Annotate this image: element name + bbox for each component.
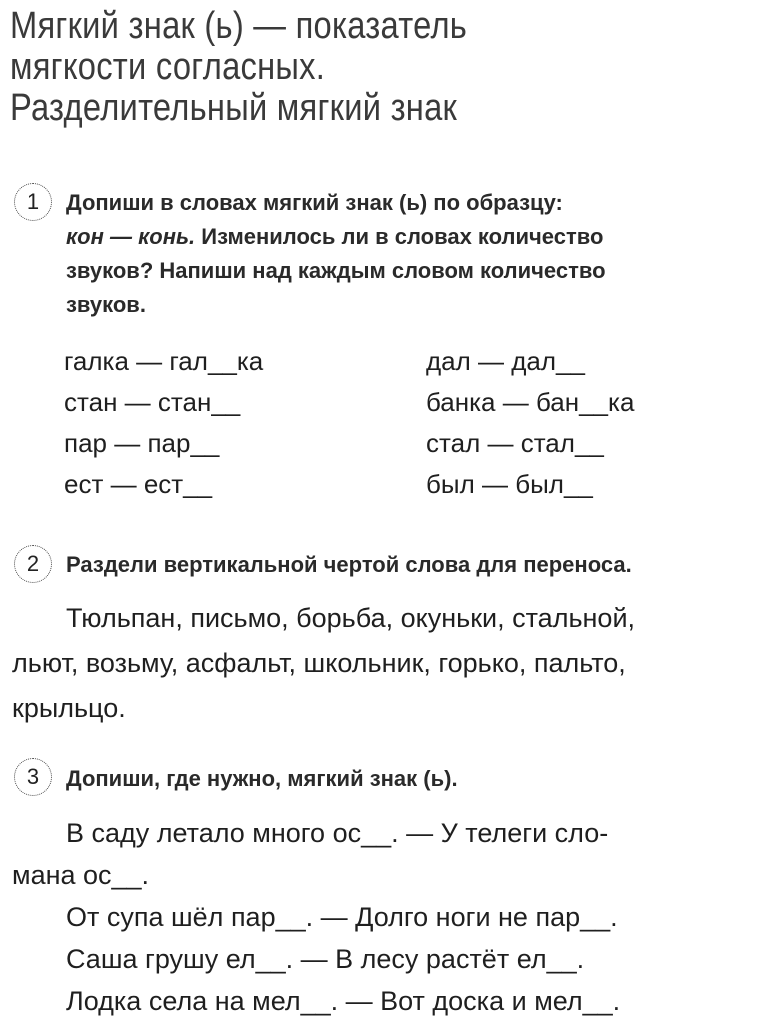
exercise-1-example: кон — конь. bbox=[66, 224, 196, 249]
word-pair-right: дал — дал__ bbox=[426, 346, 585, 376]
exercise-1-line-4: звуков. bbox=[66, 292, 146, 317]
exercise-2-line: льют, возьму, асфальт, школьник, горько, пальто, bbox=[12, 648, 626, 678]
exercise-3-line: Саша грушу ел__. — В лесу растёт ел__. bbox=[66, 944, 585, 974]
exercise-2-line: Тюльпан, письмо, борьба, окуньки, стальной, bbox=[66, 603, 636, 633]
exercise-2-number-badge: 2 bbox=[14, 545, 52, 583]
exercise-1-instruction bbox=[66, 186, 766, 322]
word-pair-row bbox=[64, 343, 754, 384]
exercise-1-line-3: звуков? Напиши над каждым словом количество bbox=[66, 258, 606, 283]
title-line-2: мягкости согласных. bbox=[10, 46, 326, 88]
exercise-3-sentences bbox=[12, 812, 620, 1022]
page-title bbox=[10, 6, 655, 129]
word-pair-left: ест — ест__ bbox=[64, 469, 213, 499]
exercise-1-number-badge: 1 bbox=[14, 183, 52, 221]
exercise-3-line: Лодка села на мел__. — Вот доска и мел__. bbox=[66, 986, 621, 1016]
word-pair-row bbox=[64, 384, 754, 425]
exercise-3-line: От супа шёл пар__. — Долго ноги не пар__. bbox=[66, 902, 618, 932]
exercise-3-instruction: Допиши, где нужно, мягкий знак (ь). bbox=[66, 766, 458, 791]
exercise-2-line: крыльцо. bbox=[12, 693, 126, 723]
word-pair-right: был — был__ bbox=[426, 469, 593, 499]
exercise-3-line: В саду летало много ос__. — У телеги сло- bbox=[66, 818, 609, 848]
word-pair-right: банка — бан__ка bbox=[426, 387, 635, 417]
exercise-1-line-2 bbox=[66, 220, 766, 254]
word-pair-left: стан — стан__ bbox=[64, 387, 241, 417]
exercise-1-line-1: Допиши в словах мягкий знак (ь) по образцу: bbox=[66, 190, 563, 215]
title-line-3: Разделительный мягкий знак bbox=[10, 87, 458, 129]
word-pair-row bbox=[64, 466, 754, 507]
word-pair-left: галка — гал__ка bbox=[64, 346, 264, 376]
exercise-2-words bbox=[12, 596, 635, 731]
word-pair-row bbox=[64, 425, 754, 466]
exercise-3-number-badge: 3 bbox=[14, 758, 52, 796]
word-pair-left: пар — пар__ bbox=[64, 428, 220, 458]
exercise-3-line: мана ос__. bbox=[12, 860, 150, 890]
exercise-1-word-pairs bbox=[64, 343, 754, 507]
word-pair-right: стал — стал__ bbox=[426, 428, 604, 458]
title-line-1: Мягкий знак (ь) — показатель bbox=[10, 5, 468, 47]
exercise-2-instruction: Раздели вертикальной чертой слова для переноса. bbox=[66, 552, 632, 577]
exercise-1-line-2-rest: Изменилось ли в словах количество bbox=[195, 224, 604, 249]
